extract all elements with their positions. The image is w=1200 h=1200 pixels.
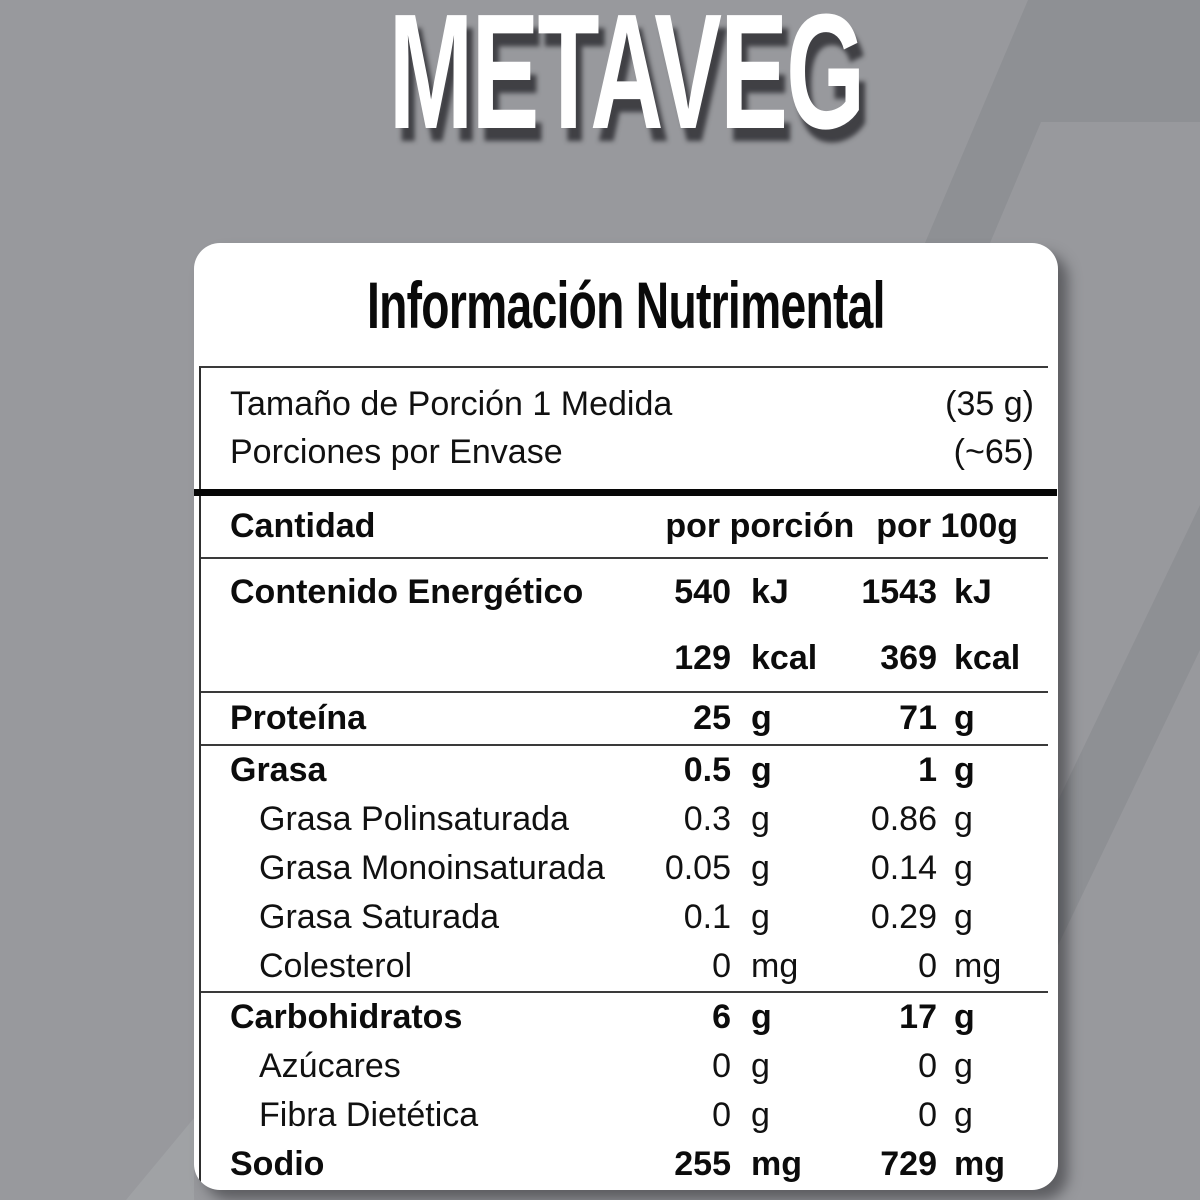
background-right-stripe (1050, 505, 1200, 962)
servings-per-container-label: Porciones por Envase (230, 432, 563, 471)
panel-title-wrap (194, 243, 1058, 366)
table-row-fat (201, 744, 1048, 795)
unit-per-serving: g (751, 849, 770, 887)
serving-size-value: (35 g) (945, 384, 1034, 423)
value-per-100g: 1 (918, 751, 937, 789)
column-header-row (201, 496, 1048, 559)
value-per-serving: 0 (712, 1096, 731, 1134)
unit-per-100g: mg (954, 947, 1002, 985)
background-bottom-left-shape (126, 1118, 194, 1200)
nutrition-table (199, 366, 1048, 1189)
unit-per-serving: mg (751, 1145, 802, 1183)
servings-per-container-row (201, 428, 1048, 476)
table-row-cholesterol (201, 942, 1048, 991)
table-row-dietary-fiber (201, 1091, 1048, 1140)
row-label: Sodio (230, 1145, 325, 1183)
brand-logo: METAVEG (388, 0, 864, 163)
row-label: Grasa Saturada (259, 898, 500, 936)
unit-per-100g: g (954, 699, 975, 737)
row-label: Grasa Monoinsaturada (259, 849, 605, 887)
unit-per-100g: mg (954, 1145, 1005, 1183)
row-label: Azúcares (259, 1047, 401, 1085)
value-per-100g: 1543 (861, 572, 937, 611)
value-per-100g: 0.29 (870, 898, 937, 936)
unit-per-serving: kcal (751, 638, 818, 677)
unit-per-100g: g (954, 751, 975, 789)
unit-per-100g: g (954, 849, 973, 887)
unit-per-serving: g (751, 1096, 770, 1134)
unit-per-serving: g (751, 998, 772, 1036)
unit-per-serving: mg (751, 947, 799, 985)
value-per-serving: 25 (693, 699, 731, 737)
unit-per-serving: g (751, 751, 772, 789)
servings-per-container-value: (~65) (953, 432, 1034, 471)
unit-per-serving: g (751, 699, 772, 737)
value-per-serving: 0.3 (683, 800, 731, 838)
value-per-100g: 0 (918, 947, 937, 985)
value-per-100g: 729 (880, 1145, 937, 1183)
unit-per-100g: kJ (954, 572, 992, 611)
value-per-100g: 0 (918, 1047, 937, 1085)
unit-per-100g: g (954, 1096, 973, 1134)
unit-per-100g: kcal (954, 638, 1021, 677)
column-header-per-serving: por porción (665, 507, 855, 545)
row-label: Contenido Energético (230, 572, 584, 611)
unit-per-100g: g (954, 800, 973, 838)
background-top-right-shape (925, 0, 1200, 243)
row-label: Grasa Polinsaturada (259, 800, 569, 838)
value-per-100g: 0 (918, 1096, 937, 1134)
value-per-100g: 71 (899, 699, 937, 737)
row-label: Grasa (230, 751, 327, 789)
column-header-per-100g: por 100g (876, 507, 1018, 545)
column-header-amount: Cantidad (230, 507, 376, 545)
unit-per-serving: g (751, 800, 770, 838)
value-per-serving: 129 (674, 638, 731, 677)
table-row-monounsaturated-fat (201, 844, 1048, 893)
table-row-carbohydrates (201, 991, 1048, 1042)
row-label: Carbohidratos (230, 998, 463, 1036)
table-row-polyunsaturated-fat (201, 795, 1048, 844)
unit-per-serving: kJ (751, 572, 789, 611)
unit-per-serving: g (751, 898, 770, 936)
value-per-100g: 369 (880, 638, 937, 677)
nutrition-panel (194, 243, 1058, 1190)
section-divider-bar (194, 489, 1057, 496)
unit-per-100g: g (954, 1047, 973, 1085)
unit-per-serving: g (751, 1047, 770, 1085)
value-per-serving: 0.5 (683, 751, 731, 789)
serving-size-row (201, 380, 1048, 428)
row-label: Colesterol (259, 947, 413, 985)
value-per-serving: 0.1 (683, 898, 731, 936)
value-per-100g: 17 (899, 998, 937, 1036)
table-row-protein (201, 691, 1048, 744)
value-per-serving: 255 (674, 1145, 731, 1183)
value-per-serving: 0.05 (664, 849, 731, 887)
row-label: Fibra Dietética (259, 1096, 479, 1134)
unit-per-100g: g (954, 898, 973, 936)
table-row-saturated-fat (201, 893, 1048, 942)
value-per-100g: 0.14 (870, 849, 937, 887)
value-per-100g: 0.86 (870, 800, 937, 838)
table-row-sugars (201, 1042, 1048, 1091)
table-row-sodium (201, 1140, 1048, 1189)
panel-title: Información Nutrimental (367, 267, 885, 342)
serving-info-section (201, 368, 1048, 489)
table-row-energy-kj (201, 559, 1048, 625)
unit-per-100g: g (954, 998, 975, 1036)
value-per-serving: 540 (674, 572, 731, 611)
value-per-serving: 6 (712, 998, 731, 1036)
serving-size-label: Tamaño de Porción 1 Medida (230, 384, 673, 423)
value-per-serving: 0 (712, 947, 731, 985)
row-label: Proteína (230, 699, 367, 737)
table-row-energy-kcal (201, 625, 1048, 691)
value-per-serving: 0 (712, 1047, 731, 1085)
